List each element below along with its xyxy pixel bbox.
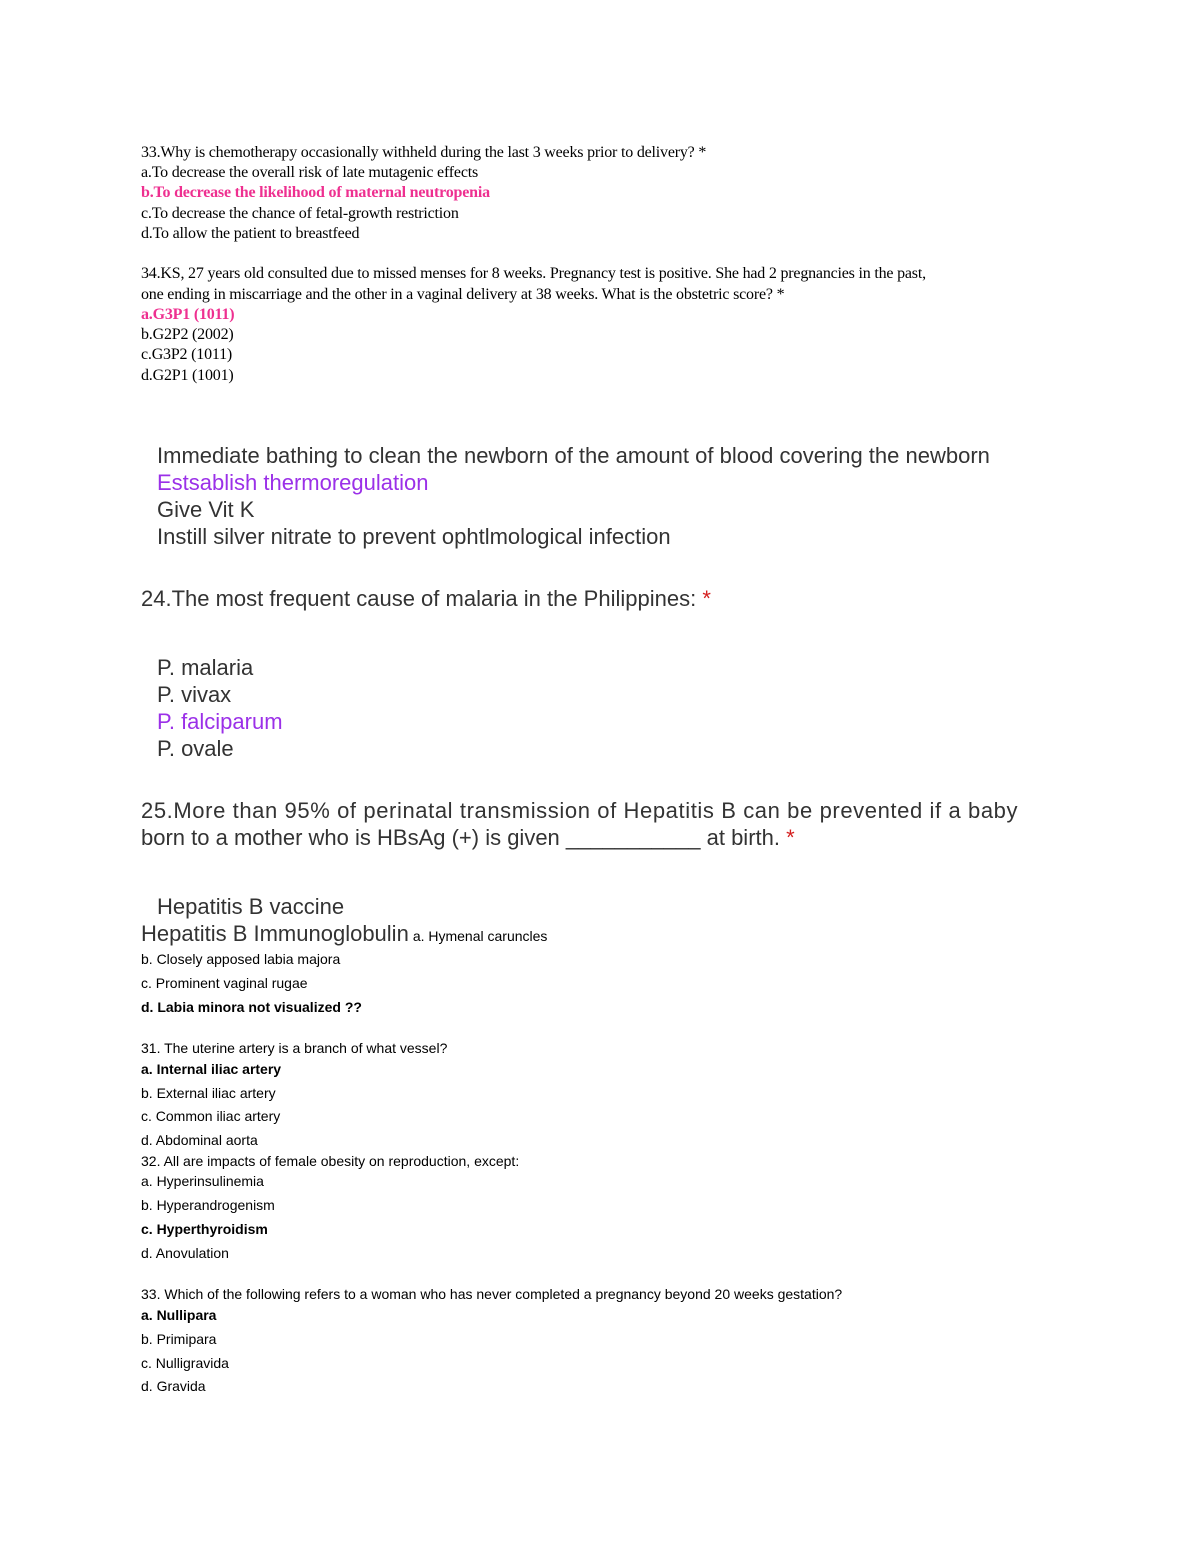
q31-option-c: c. Common iliac artery (141, 1108, 281, 1124)
q24-option-4: P. ovale (157, 736, 234, 761)
q-hymen-option-c: c. Prominent vaginal rugae (141, 975, 308, 991)
q24-option-3-answer: P. falciparum (157, 709, 283, 734)
q33b-option-d: d. Gravida (141, 1378, 206, 1394)
q32-question: 32. All are impacts of female obesity on reproduction, except: (141, 1153, 520, 1169)
q33b-option-c: c. Nulligravida (141, 1355, 229, 1371)
q33a-question: 33.Why is chemotherapy occasionally withheld during the last 3 weeks prior to delivery? * (141, 144, 707, 161)
q34-option-b: b.G2P2 (2002) (141, 326, 234, 343)
q24-required-asterisk: * (702, 586, 711, 611)
q34-question-line1: 34.KS, 27 years old consulted due to missed menses for 8 weeks. Pregnancy test is positive. She had 2 pregnancies in the past, (141, 265, 926, 282)
newborn-option-1: Immediate bathing to clean the newborn of the amount of blood covering the newborn (157, 443, 990, 468)
q32-option-d: d. Anovulation (141, 1245, 229, 1261)
q34-option-d: d.G2P1 (1001) (141, 367, 234, 384)
q33b-question: 33. Which of the following refers to a woman who has never completed a pregnancy beyond 20 weeks gestation? (141, 1286, 843, 1302)
q34-option-a-answer: a.G3P1 (1011) (141, 306, 235, 323)
q25-question-line1: 25.More than 95% of perinatal transmission of Hepatitis B can be prevented if a baby (141, 798, 1019, 823)
q-hymen-option-a: a. Hymenal caruncles (412, 928, 548, 944)
q31-option-a-answer: a. Internal iliac artery (141, 1061, 282, 1077)
newborn-option-3: Give Vit K (157, 497, 255, 522)
q32-option-b: b. Hyperandrogenism (141, 1197, 275, 1213)
q31-option-d: d. Abdominal aorta (141, 1132, 258, 1148)
q25-option-1: Hepatitis B vaccine (157, 894, 345, 919)
q24-question (141, 588, 711, 610)
q33a-option-a: a.To decrease the overall risk of late mutagenic effects (141, 164, 478, 181)
q34-option-c: c.G3P2 (1011) (141, 346, 233, 363)
q33a-option-b-answer: b.To decrease the likelihood of maternal neutropenia (141, 184, 490, 201)
q25-option-2: Hepatitis B Immunoglobulin (141, 921, 409, 946)
q32-option-c-answer: c. Hyperthyroidism (141, 1221, 268, 1237)
q31-question: 31. The uterine artery is a branch of what vessel? (141, 1040, 448, 1056)
q25-option-2-line (141, 923, 547, 945)
newborn-option-2-answer: Estsablish thermoregulation (157, 470, 429, 495)
q25-question-line2 (141, 827, 795, 849)
q24-option-2: P. vivax (157, 682, 232, 707)
q32-option-a: a. Hyperinsulinemia (141, 1173, 264, 1189)
q24-option-1: P. malaria (157, 655, 254, 680)
newborn-option-4: Instill silver nitrate to prevent ophtlmological infection (157, 524, 671, 549)
q33b-option-a-answer: a. Nullipara (141, 1307, 217, 1323)
q31-option-b: b. External iliac artery (141, 1085, 276, 1101)
q25-question-line2-text: born to a mother who is HBsAg (+) is given ___________ at birth. (141, 825, 787, 850)
q33a-option-c: c.To decrease the chance of fetal-growth restriction (141, 205, 459, 222)
q25-required-asterisk: * (786, 825, 795, 850)
q33b-option-b: b. Primipara (141, 1331, 217, 1347)
q33a-option-d: d.To allow the patient to breastfeed (141, 225, 360, 242)
q24-question-text: 24.The most frequent cause of malaria in the Philippines: (141, 586, 703, 611)
q-hymen-option-b: b. Closely apposed labia majora (141, 951, 341, 967)
q34-question-line2: one ending in miscarriage and the other in a vaginal delivery at 38 weeks. What is the obstetric score? * (141, 286, 785, 303)
q-hymen-option-d-answer: d. Labia minora not visualized ?? (141, 999, 362, 1015)
